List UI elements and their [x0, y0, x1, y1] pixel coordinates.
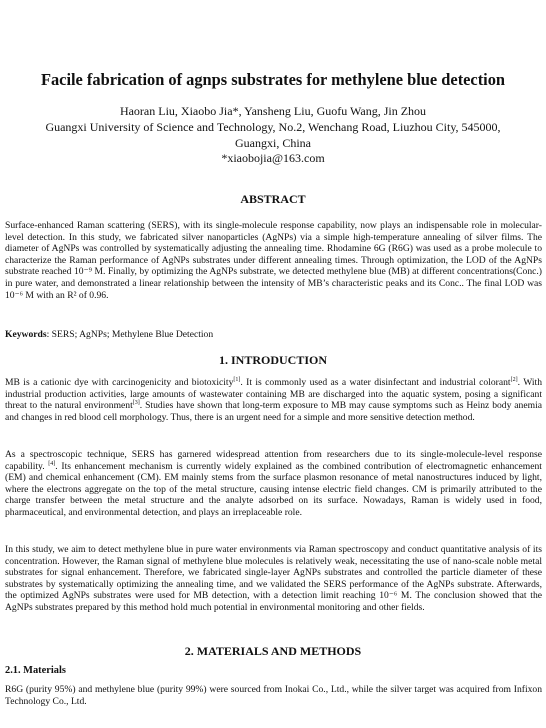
- keywords-line: [5, 329, 542, 340]
- intro-paragraph-2: As a spectroscopic technique, SERS has garnered widespread attention from researchers due to its single-molecule-level response capability. [4]. Its enhancement mechanism is currently widely explained as the combined contribution of electromagnetic enhancement (EM) and chemical enhancement (CM). EM mainly stems from the surface plasmon resonance of metal nanostructures induced by light, where the electrons aggregate on the top of the metal structure, causing intense electric field changes. CM is primarily attributed to the charge transfer between the metal structure and the analyte adsorbed on its surface. Nowadays, Raman is widely used in food, pharmaceutical, and environmental detection, and plays an irreplaceable role.: [5, 449, 542, 518]
- materials-paragraph: R6G (purity 95%) and methylene blue (purity 99%) were sourced from Inokai Co., Ltd., while the silver target was acquired from Infixon Technology Co., Ltd.: [5, 684, 542, 707]
- introduction-heading: 1. INTRODUCTION: [218, 353, 327, 367]
- author-list: Haoran Liu, Xiaobo Jia*, Yansheng Liu, Guofu Wang, Jin Zhou: [119, 104, 427, 118]
- citation: [4]: [48, 460, 56, 467]
- affiliation-line-1: Guangxi University of Science and Technology, No.2, Wenchang Road, Liuzhou City, 545000,: [45, 120, 501, 134]
- methods-heading: 2. MATERIALS AND METHODS: [184, 644, 362, 658]
- paper-title: Facile fabrication of agnps substrates for methylene blue detection: [40, 70, 506, 89]
- intro-paragraph-3: In this study, we aim to detect methylene blue in pure water environments via Raman spectroscopy and conduct quantitative analysis of its concentration. However, the Raman signal of methylene blue molecules is relatively weak, necessitating the use of nano-scale noble metal substrates for signal enhancement. Therefore, we fabricated single-layer AgNPs substrates and controlled the particle diameter of these substrates by systematically optimizing the annealing time, and we validated the SERS performance of the AgNPs substrate. Afterwards, the optimized AgNPs substrates were used for MB detection, with a detection limit reaching 10⁻⁶ M. The conclusion showed that the AgNPs substrates prepared by this method hold much potential in environmental monitoring and other fields.: [5, 544, 542, 613]
- intro-paragraph-1: MB is a cationic dye with carcinogenicity and biotoxicity[1]. It is commonly used as a water disinfectant and industrial colorant[2]. With industrial production activities, large amounts of wastewater containing MB are discharged into the aquatic system, posing a significant threat to the natural environment[3]. Studies have shown that long-term exposure to MB may cause symptoms such as Heinz body anemia and changes in red blood cell morphology. Thus, there is an urgent need for a simple and more sensitive detection method.: [5, 376, 542, 423]
- keywords-values: : SERS; AgNPs; Methylene Blue Detection: [46, 329, 214, 340]
- citation: [3]: [132, 400, 140, 406]
- citation: [2]: [510, 376, 518, 383]
- abstract-heading: ABSTRACT: [240, 192, 306, 206]
- keywords-label: Keywords: [5, 329, 47, 340]
- materials-subheading: 2.1. Materials: [5, 665, 66, 676]
- affiliation-line-2: Guangxi, China: [235, 136, 311, 150]
- abstract-text: Surface-enhanced Raman scattering (SERS), with its single-molecule response capability, now plays an indispensable role in molecular-level detection. In this study, we fabricated silver nanoparticles (AgNPs) via a simple high-temperature annealing of silver films. The diameter of AgNPs was controlled by systematically adjusting the annealing time. Rhodamine 6G (R6G) was used as a probe molecule to characterize the Raman performance of AgNPs substrates under different annealing times. Through optimization, the LOD of the AgNPs substrate reached 10⁻⁹ M. Finally, by optimizing the AgNPs substrate, we detected methylene blue (MB) at different concentrations(Conc.) in pure water, and demonstrated a linear relationship between the intensity of MB’s characteristic peaks and its Conc.. The final LOD was 10⁻⁶ M with an R² of 0.96.: [5, 220, 542, 301]
- corresponding-email: *xiaobojia@163.com: [221, 151, 325, 165]
- citation: [1]: [233, 376, 241, 383]
